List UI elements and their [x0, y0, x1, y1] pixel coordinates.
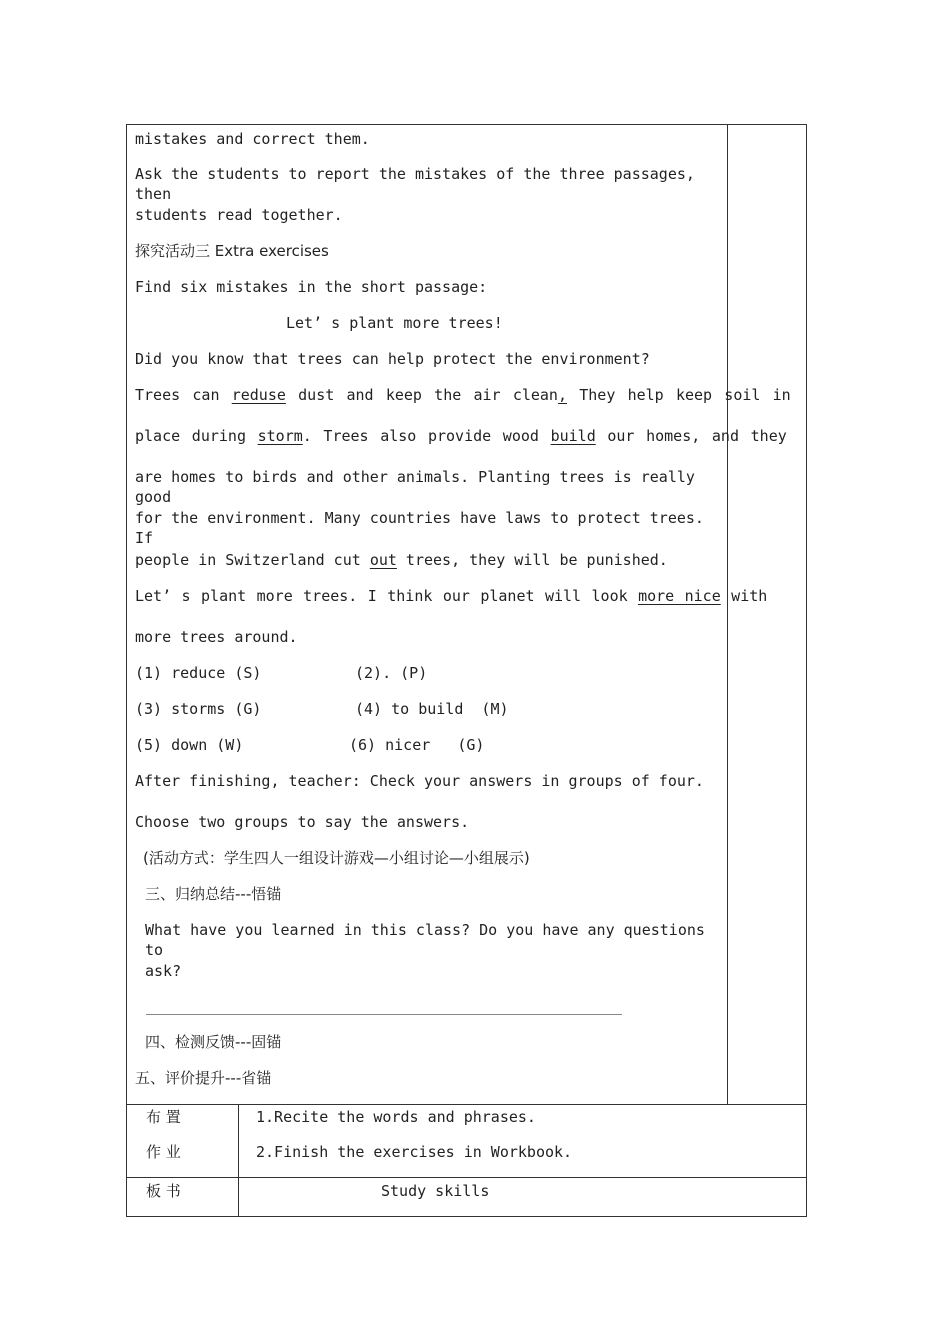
board-label-cell [126, 1177, 239, 1217]
text-line: mistakes and correct them. [135, 130, 370, 148]
passage-title: Let’ s plant more trees! [286, 314, 503, 332]
activity-note: (活动方式：学生四人一组设计游戏—小组讨论—小组展示) [143, 849, 530, 867]
right-empty-cell [727, 124, 807, 1105]
answer-item: (1) reduce (S) [135, 664, 262, 682]
section-heading: 三、归纳总结---悟锚 [145, 885, 282, 903]
answer-item: (6) nicer (G) [349, 736, 485, 754]
text-line: Choose two groups to say the answers. [135, 813, 470, 831]
homework-label: 布 置 [146, 1108, 181, 1126]
answer-item: (3) storms (G) [135, 700, 262, 718]
text-line: Did you know that trees can help protect the environment? [135, 350, 650, 368]
section-heading: 四、检测反馈---固锚 [145, 1033, 282, 1051]
section-heading: 探究活动三 Extra exercises [135, 242, 329, 260]
homework-item: 1.Recite the words and phrases. [256, 1108, 536, 1126]
homework-label: 作 业 [146, 1143, 181, 1161]
passage-line: Trees can reduse dust and keep the air clean, They help keep soil in [135, 386, 791, 404]
passage-line: Let’ s plant more trees. I think our planet will look more nice with [135, 587, 768, 605]
passage-line: people in Switzerland cut out trees, they will be punished. [135, 551, 668, 569]
passage-line: for the environment. Many countries have laws to protect trees. If [135, 509, 704, 547]
answer-item: (5) down (W) [135, 736, 244, 754]
passage-line: are homes to birds and other animals. Planting trees is really good [135, 468, 695, 506]
text-line: What have you learned in this class? Do you have any questions to [145, 921, 705, 959]
text-line: ask? [145, 962, 182, 980]
homework-item: 2.Finish the exercises in Workbook. [256, 1143, 573, 1161]
homework-label-cell [126, 1104, 239, 1178]
text-line: students read together. [135, 206, 343, 224]
answer-item: (2). (P) [355, 664, 428, 682]
board-content: Study skills [381, 1182, 490, 1200]
answer-blank-line [146, 1014, 622, 1015]
text-line: After finishing, teacher: Check your answers in groups of four. [135, 772, 704, 790]
passage-line: more trees around. [135, 628, 298, 646]
text-line: Find six mistakes in the short passage: [135, 278, 488, 296]
passage-line: place during storm. Trees also provide wood build our homes, and they [135, 427, 787, 445]
board-label: 板 书 [146, 1182, 181, 1200]
section-heading: 五、评价提升---省锚 [135, 1069, 272, 1087]
board-content-cell [238, 1177, 807, 1217]
answer-item: (4) to build (M) [355, 700, 509, 718]
text-line: Ask the students to report the mistakes of the three passages, then [135, 165, 695, 203]
